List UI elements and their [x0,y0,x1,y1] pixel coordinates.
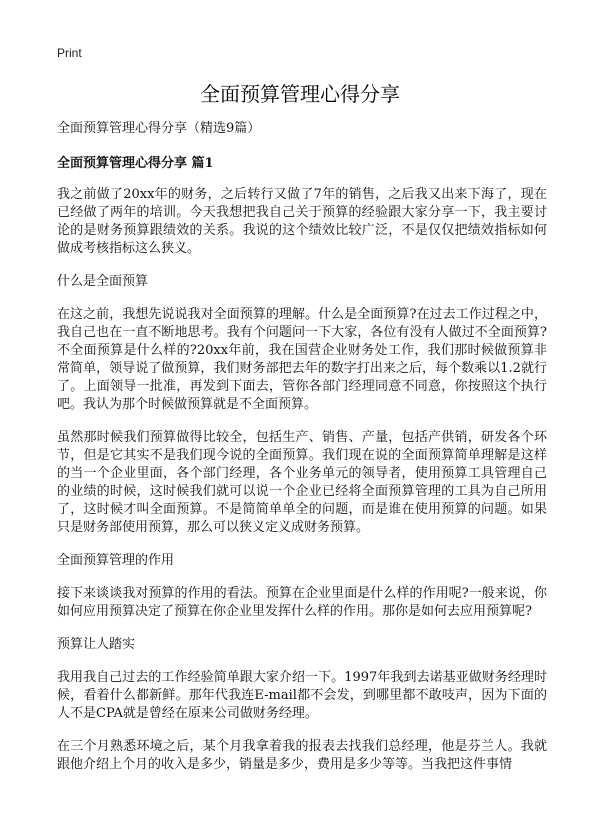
paragraph: 我用我自己过去的工作经验简单跟大家介绍一下。1997年我到去诺基亚做财务经理时候，看着什么都新鲜。那年代我连E-mail都不会发，到哪里都不敢吱声，因为下面的人不是CPA就是曾经在原来公司做财务经理。 [57,670,547,721]
subheading-budget-practice: 预算让人踏实 [57,637,136,652]
document-body [57,120,547,789]
paragraph: 我之前做了20xx年的财务，之后转行又做了7年的销售，之后我又出来下海了，现在已经做了两年的培训。今天我想把我自己关于预算的经验跟大家分享一下，我主要讨论的是财务预算跟绩效的关系。我说的这个绩效比较广泛，不是仅仅把绩效指标如何做成考核指标这么狭义。 [57,187,547,256]
page-title: 全面预算管理心得分享 [200,82,400,106]
subheading-budget-role: 全面预算管理的作用 [57,553,175,568]
print-link[interactable]: Print [57,46,82,60]
paragraph: 在这之前，我想先说说我对全面预算的理解。什么是全面预算?在过去工作过程之中，我自己也在一直不断地思考。我有个问题问一下大家，各位有没有人做过不全面预算?不全面预算是什么样的?20xx年前，我在国营企业财务处工作，我们那时候做预算非常简单，领导说了做预算，我们财务部把去年的数字打出来之后，每个数乘以1.2就行了。上面领导一批准，再发到下面去，管你各部门经理同意不同意，你按照这个执行吧。我认为那个时候做预算就是不全面预算。 [57,307,547,412]
paragraph: 在三个月熟悉环境之后，某个月我拿着我的报表去找我们总经理，他是芬兰人。我就跟他介绍上个月的收入是多少，销量是多少，费用是多少等等。当我把这件事情 [57,739,547,772]
paragraph: 接下来谈谈我对预算的作用的看法。预算在企业里面是什么样的作用呢?一般来说，你如何应用预算决定了预算在你企业里发挥什么样的作用。那你是如何去应用预算呢? [57,586,547,619]
paragraph: 虽然那时候我们预算做得比较全，包括生产、销售、产量，包括产供销，研发各个环节，但是它其实不是我们现今说的全面预算。我们现在说的全面预算简单理解是这样的当一个企业里面，各个部门经理，各个业务单元的领导者，使用预算工具管理自己的业绩的时候，这时候我们就可以说一个企业已经将全面预算管理的工具为自己所用了，这时候才叫全面预算。不是简简单单全的问题，而是谁在使用预算的问题。如果只是财务部使用预算，那么可以狭义定义成财务预算。 [57,430,547,535]
subheading-what-is-budget: 什么是全面预算 [57,274,149,289]
section-heading: 全面预算管理心得分享 篇1 [57,156,214,171]
document-subtitle: 全面预算管理心得分享（精选9篇） [57,121,261,136]
